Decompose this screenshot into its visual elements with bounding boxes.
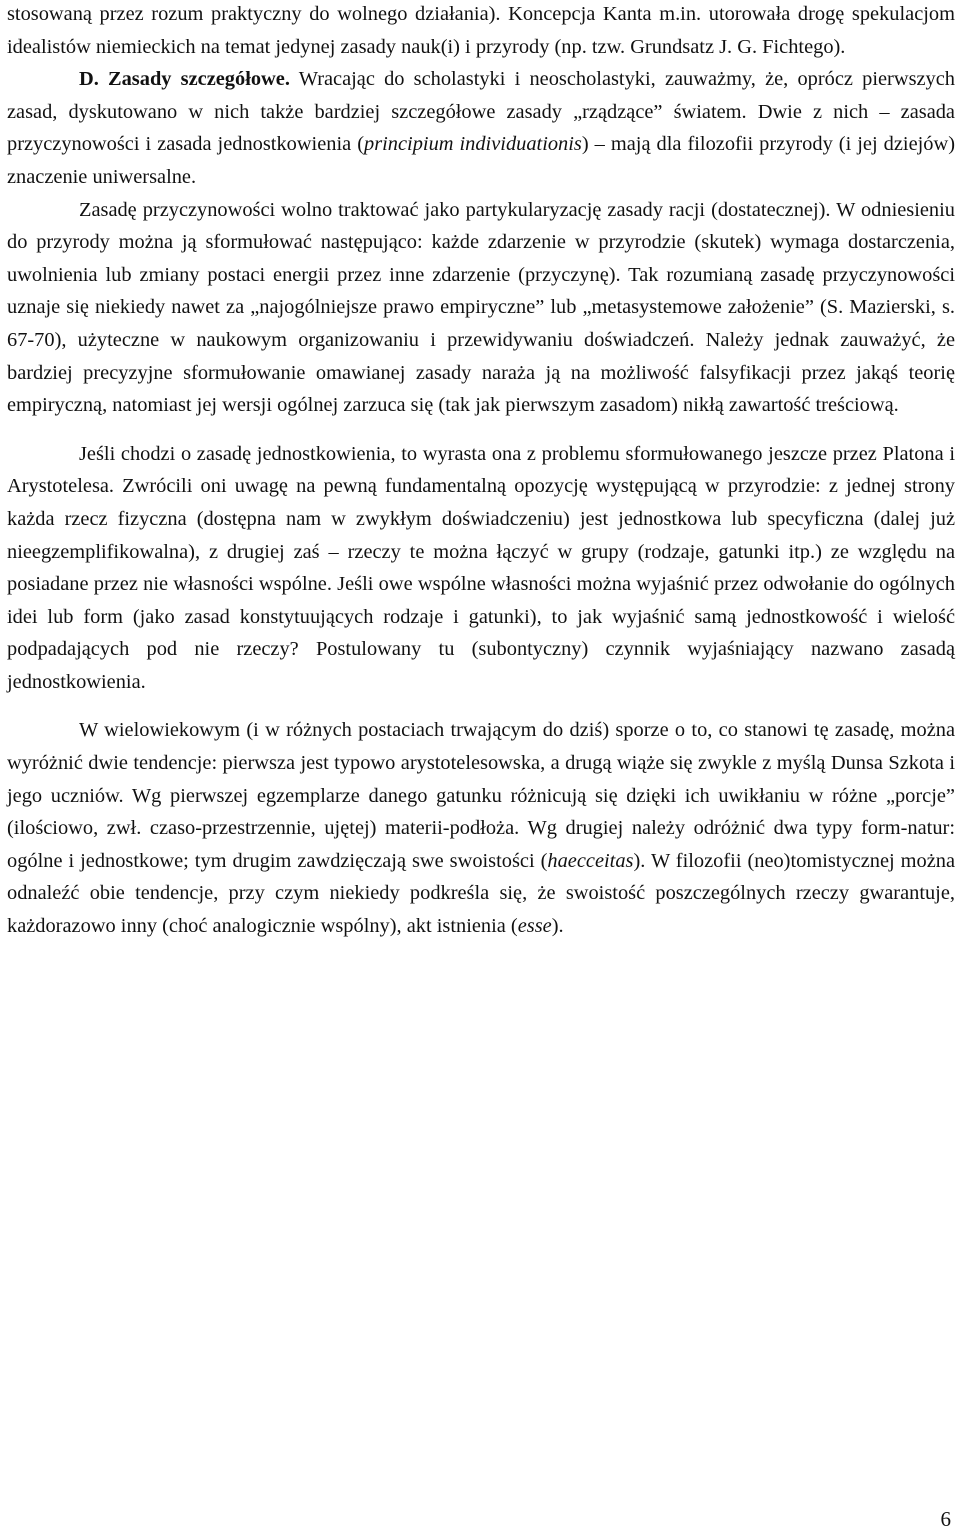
- paragraph-1-text: stosowaną przez rozum praktyczny do wolnego działania). Koncepcja Kanta m.in. utorowała drogę spekulacjom idealistów niemieckich na temat jedynej zasady nauk(i) i przyrody (np. tzw. Grundsatz J. G. Fichtego).: [7, 3, 955, 58]
- document-page: [7, 0, 955, 943]
- paragraph-2-text-b: ) – mają dla filozofii przyrody (i jej dziejów) znaczenie uniwersalne.: [7, 133, 955, 188]
- paragraph-2: [7, 63, 955, 193]
- paragraph-3: [7, 194, 955, 422]
- paragraph-5-italic-term-a: haecceitas: [547, 849, 634, 872]
- paragraph-1: [7, 0, 955, 63]
- paragraph-3-text: Zasadę przyczynowości wolno traktować jako partykularyzację zasady racji (dostatecznej). W odniesieniu do przyrody można ją sformułować następująco: każde zdarzenie w przyrodzie (skutek) wymaga dostarczenia, uwolnienia lub zmiany postaci energii przez inne zdarzenie (przyczynę). Tak rozumianą zasadę przyczynowości uznaje się niekiedy nawet za „najogólniejsze prawo empiryczne” lub „metasystemowe założenie” (S. Mazierski, s. 67-70), użyteczne w naukowym organizowaniu i przewidywaniu doświadczeń. Należy jednak zauważyć, że bardziej precyzyjne sformułowanie omawianej zasady naraża ją na możliwość falsyfikacji przez jakąś teorię empiryczną, natomiast jej wersji ogólnej zarzuca się (tak jak pierwszym zasadom) nikłą zawartość treściową.: [7, 198, 955, 417]
- paragraph-2-italic-term: principium individuationis: [364, 133, 582, 156]
- paragraph-4-text: Jeśli chodzi o zasadę jednostkowienia, to wyrasta ona z problemu sformułowanego jeszcze przez Platona i Arystotelesa. Zwrócili oni uwagę na pewną fundamentalną opozycję występującą w przyrodzie: z jednej strony każda rzecz fizyczna (dostępna nam w zwykłym doświadczeniu) jest jednostkowa lub specyficzna (dalej już nieegzemplifikowalna), z drugiej zaś – rzeczy te można łączyć w grupy (rodzaje, gatunki itp.) ze względu na posiadane przez nie własności wspólne. Jeśli owe wspólne własności można wyjaśnić przez odwołanie do ogólnych idei lub form (jako zasad konstytuujących rodzaje i gatunki), to jak wyjaśnić samą jednostkowość i wielość podpadających pod nie rzeczy? Postulowany tu (subontyczny) czynnik wyjaśniający nazwano zasadą jednostkowienia.: [7, 442, 955, 693]
- paragraph-5-text-c: ).: [551, 915, 564, 938]
- paragraph-5-italic-term-b: esse: [517, 915, 552, 938]
- paragraph-5-text-b: ). W filozofii (neo)tomistycznej można odnaleźć obie tendencje, przy czym niekiedy podkreśla się, że swoistość poszczególnych rzeczy gwarantuje, każdorazowo inny (choć analogicznie wspólny), akt istnienia (: [7, 849, 955, 938]
- paragraph-4: [7, 438, 955, 699]
- paragraph-5: [7, 714, 955, 942]
- section-heading: D. Zasady szczegółowe.: [79, 68, 290, 91]
- paragraph-5-text-a: W wielowiekowym (i w różnych postaciach trwającym do dziś) sporze o to, co stanowi tę zasadę, można wyróżnić dwie tendencje: pierwsza jest typowo arystotelesowska, a drugą wiąże się zwykle z myślą Dunsa Szkota i jego uczniów. Wg pierwszej egzemplarze danego gatunku różnicują się dzięki ich uwikłaniu w różne „porcje” (ilościowo, zwł. czaso-przestrzennie, ujętej) materii-podłoża. Wg drugiej należy odróżnić dwa typy form-natur: ogólne i jednostkowe; tym drugim zawdzięczają swe swoistości (: [7, 719, 955, 872]
- page-number: 6: [940, 1507, 951, 1531]
- paragraph-2-text-a: Wracając do scholastyki i neoscholastyki, zauważmy, że, oprócz pierwszych zasad, dyskutowano w nich także bardziej szczegółowe zasady „rządzące” światem. Dwie z nich – zasada przyczynowości i zasada jednostkowienia (: [7, 68, 955, 156]
